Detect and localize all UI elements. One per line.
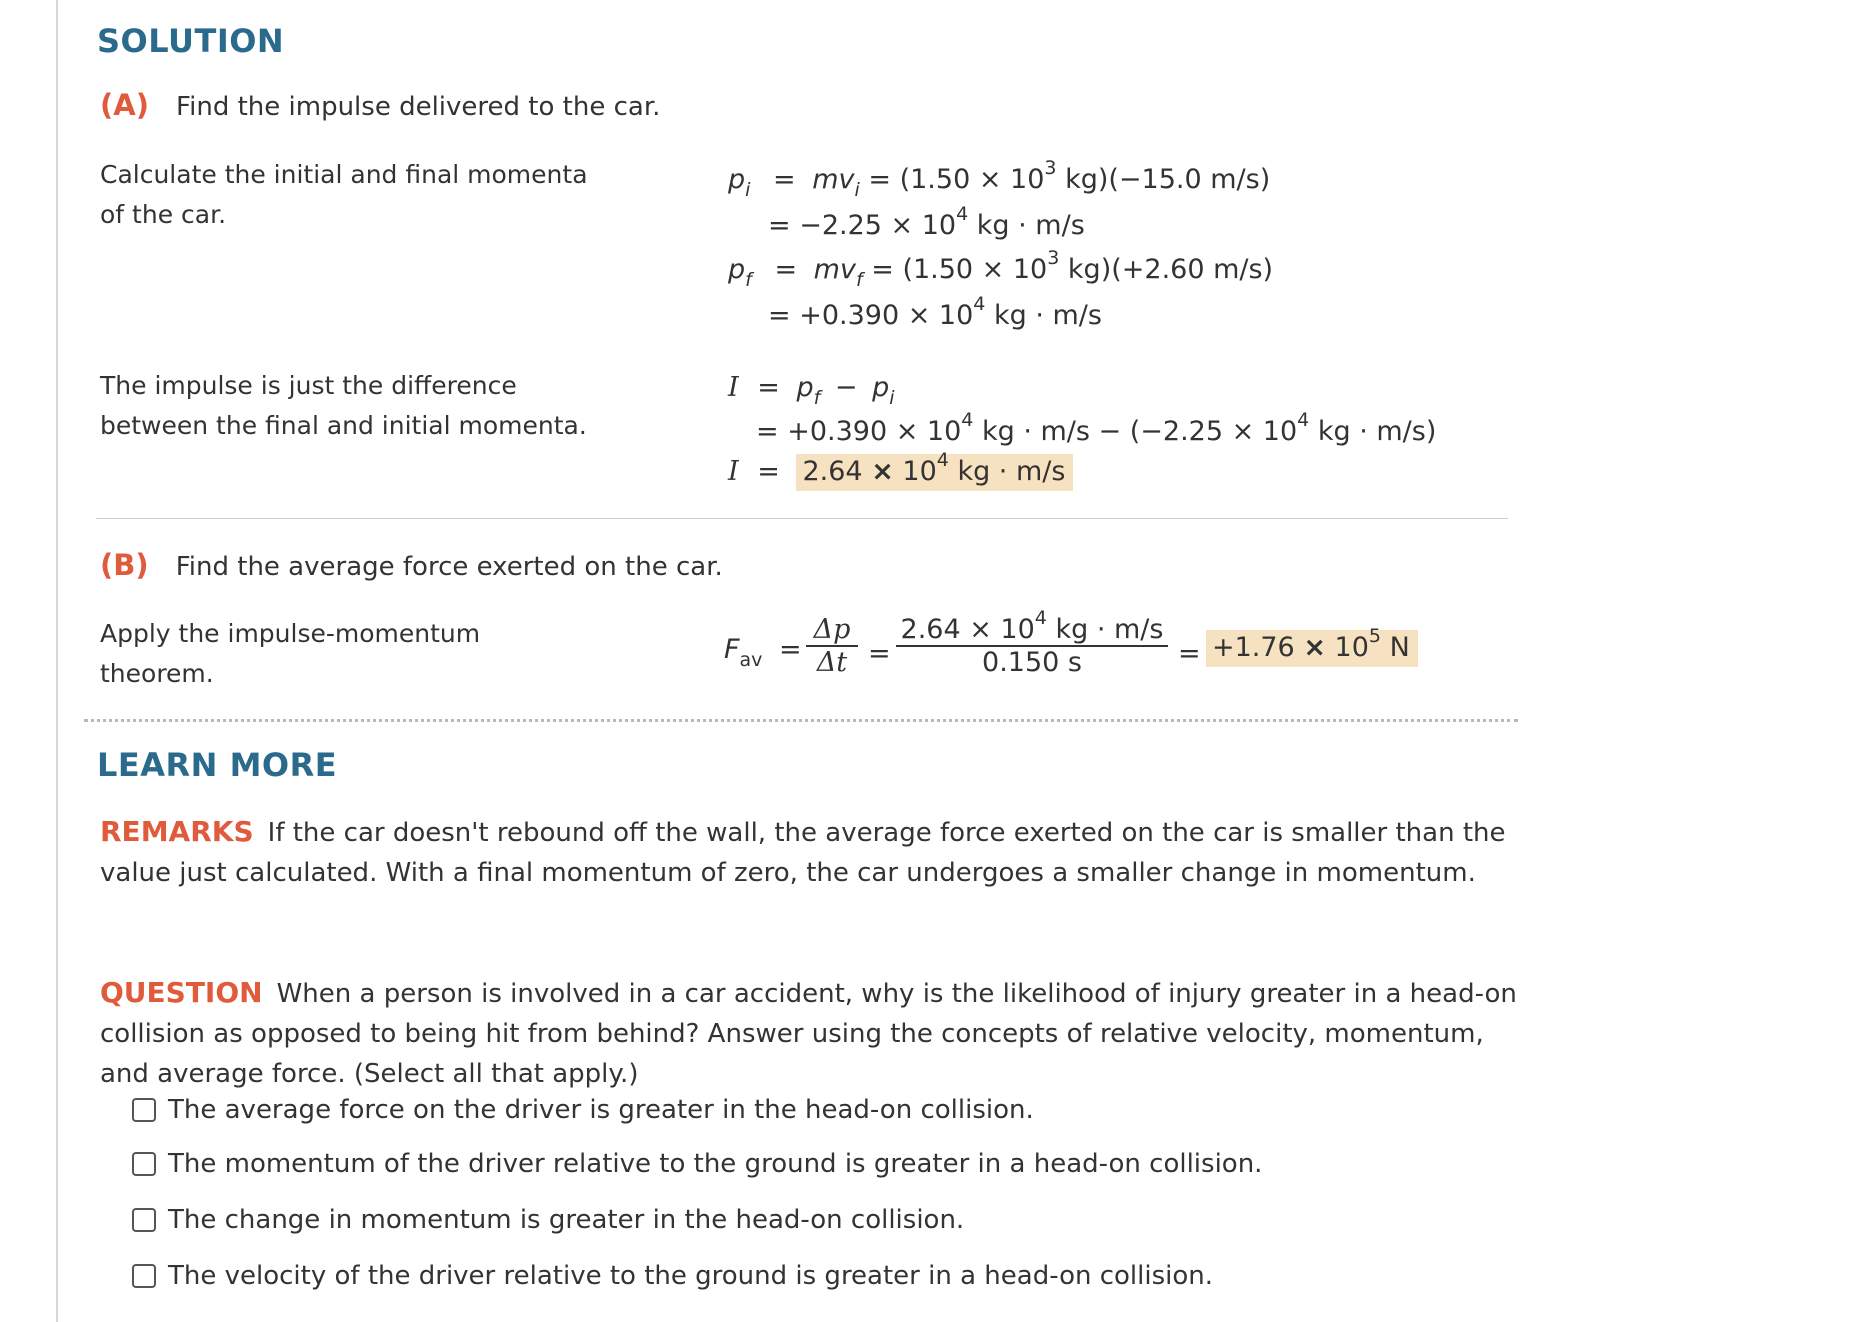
impulse-answer-highlight: $2.64 \times 10^4$ kg · m/s (796, 454, 1073, 491)
force-result (1206, 625, 1418, 663)
part-a-prompt: Find the impulse delivered to the car. (176, 92, 661, 122)
learn-more-heading: LEARN MORE (97, 746, 338, 784)
option-4-checkbox[interactable] (132, 1264, 156, 1288)
remarks-text: If the car doesn't rebound off the wall, the average force exerted on the car is smaller than the value just calculated. With a final momentum of zero, the car undergoes a smaller change in momentum. (100, 818, 1506, 888)
option-1-checkbox[interactable] (132, 1098, 156, 1122)
part-a-step1-text: Calculate the initial and final momenta of the car. (100, 160, 588, 229)
option-4-label: The velocity of the driver relative to the ground is greater in a head-on collision. (168, 1261, 1214, 1291)
option-1[interactable] (132, 1095, 1034, 1125)
question-paragraph (100, 973, 1520, 1094)
part-b-header (100, 548, 723, 582)
part-a-step2-text: The impulse is just the difference between the final and initial momenta. (100, 371, 587, 440)
remarks-label: REMARKS (100, 815, 254, 848)
option-3-label: The change in momentum is greater in the head-on collision. (168, 1205, 965, 1235)
solution-heading: SOLUTION (97, 22, 285, 60)
question-label: QUESTION (100, 976, 263, 1009)
fraction-values: $2.64 \times 10^4$ kg · m/s 0.150 s (896, 614, 1168, 678)
force-eq-sign-2: = (868, 638, 891, 669)
remarks-paragraph (100, 812, 1520, 893)
question-text: When a person is involved in a car accident, why is the likelihood of injury greater in a head-on collision as opposed to being hit from behind? Answer using the concepts of relative velocity, momentum, and average force. (Select all that apply.) (100, 979, 1517, 1089)
dotted-separator (84, 719, 1518, 722)
option-3-checkbox[interactable] (132, 1208, 156, 1232)
option-4[interactable] (132, 1261, 1213, 1291)
eq-pi-line2: = $-2.25 \times 10^4$ kg · m/s (768, 203, 1085, 241)
eq-impulse-line2: = $+0.390 \times 10^4$ kg · $m/s - (-2.25 \times 10^4$ kg · m/s) (756, 409, 1437, 447)
eq-pf-line1: $p_f = mv_f = (1.50 \times 10^3$ kg)(+2.60 m/s) (728, 247, 1274, 291)
eq-impulse-line1: $I = p_f - p_i$ (728, 372, 895, 409)
eq-pf-line2: = $+0.390 \times 10^4$ kg · m/s (768, 293, 1102, 331)
part-b-label: (B) (100, 548, 149, 582)
option-3[interactable] (132, 1205, 964, 1235)
force-lhs: $F_{av}$ = (724, 634, 802, 671)
option-2[interactable] (132, 1149, 1262, 1179)
part-a-label: (A) (100, 88, 149, 122)
part-b-step1-text: Apply the impulse-momentum theorem. (100, 619, 481, 688)
option-1-label: The average force on the driver is greater in the head-on collision. (168, 1095, 1034, 1125)
eq-impulse-result: $I = 2.64 \times 10^4$ kg · m/s (728, 456, 1073, 487)
option-2-checkbox[interactable] (132, 1152, 156, 1176)
eq-pi-line1: $p_i = mv_i = (1.50 \times 10^3$ kg)(−15.0 m/s) (728, 157, 1271, 201)
left-border (56, 0, 58, 1322)
fraction-dp-dt: Δp Δt (806, 614, 858, 678)
part-b-prompt: Find the average force exerted on the car. (175, 552, 723, 582)
part-a-header (100, 88, 660, 122)
force-eq-sign-3: = (1178, 638, 1201, 669)
section-divider (96, 518, 1508, 519)
force-answer-highlight: $+1.76 \times 10^5$ N (1206, 630, 1418, 667)
option-2-label: The momentum of the driver relative to the ground is greater in a head-on collision. (168, 1149, 1263, 1179)
